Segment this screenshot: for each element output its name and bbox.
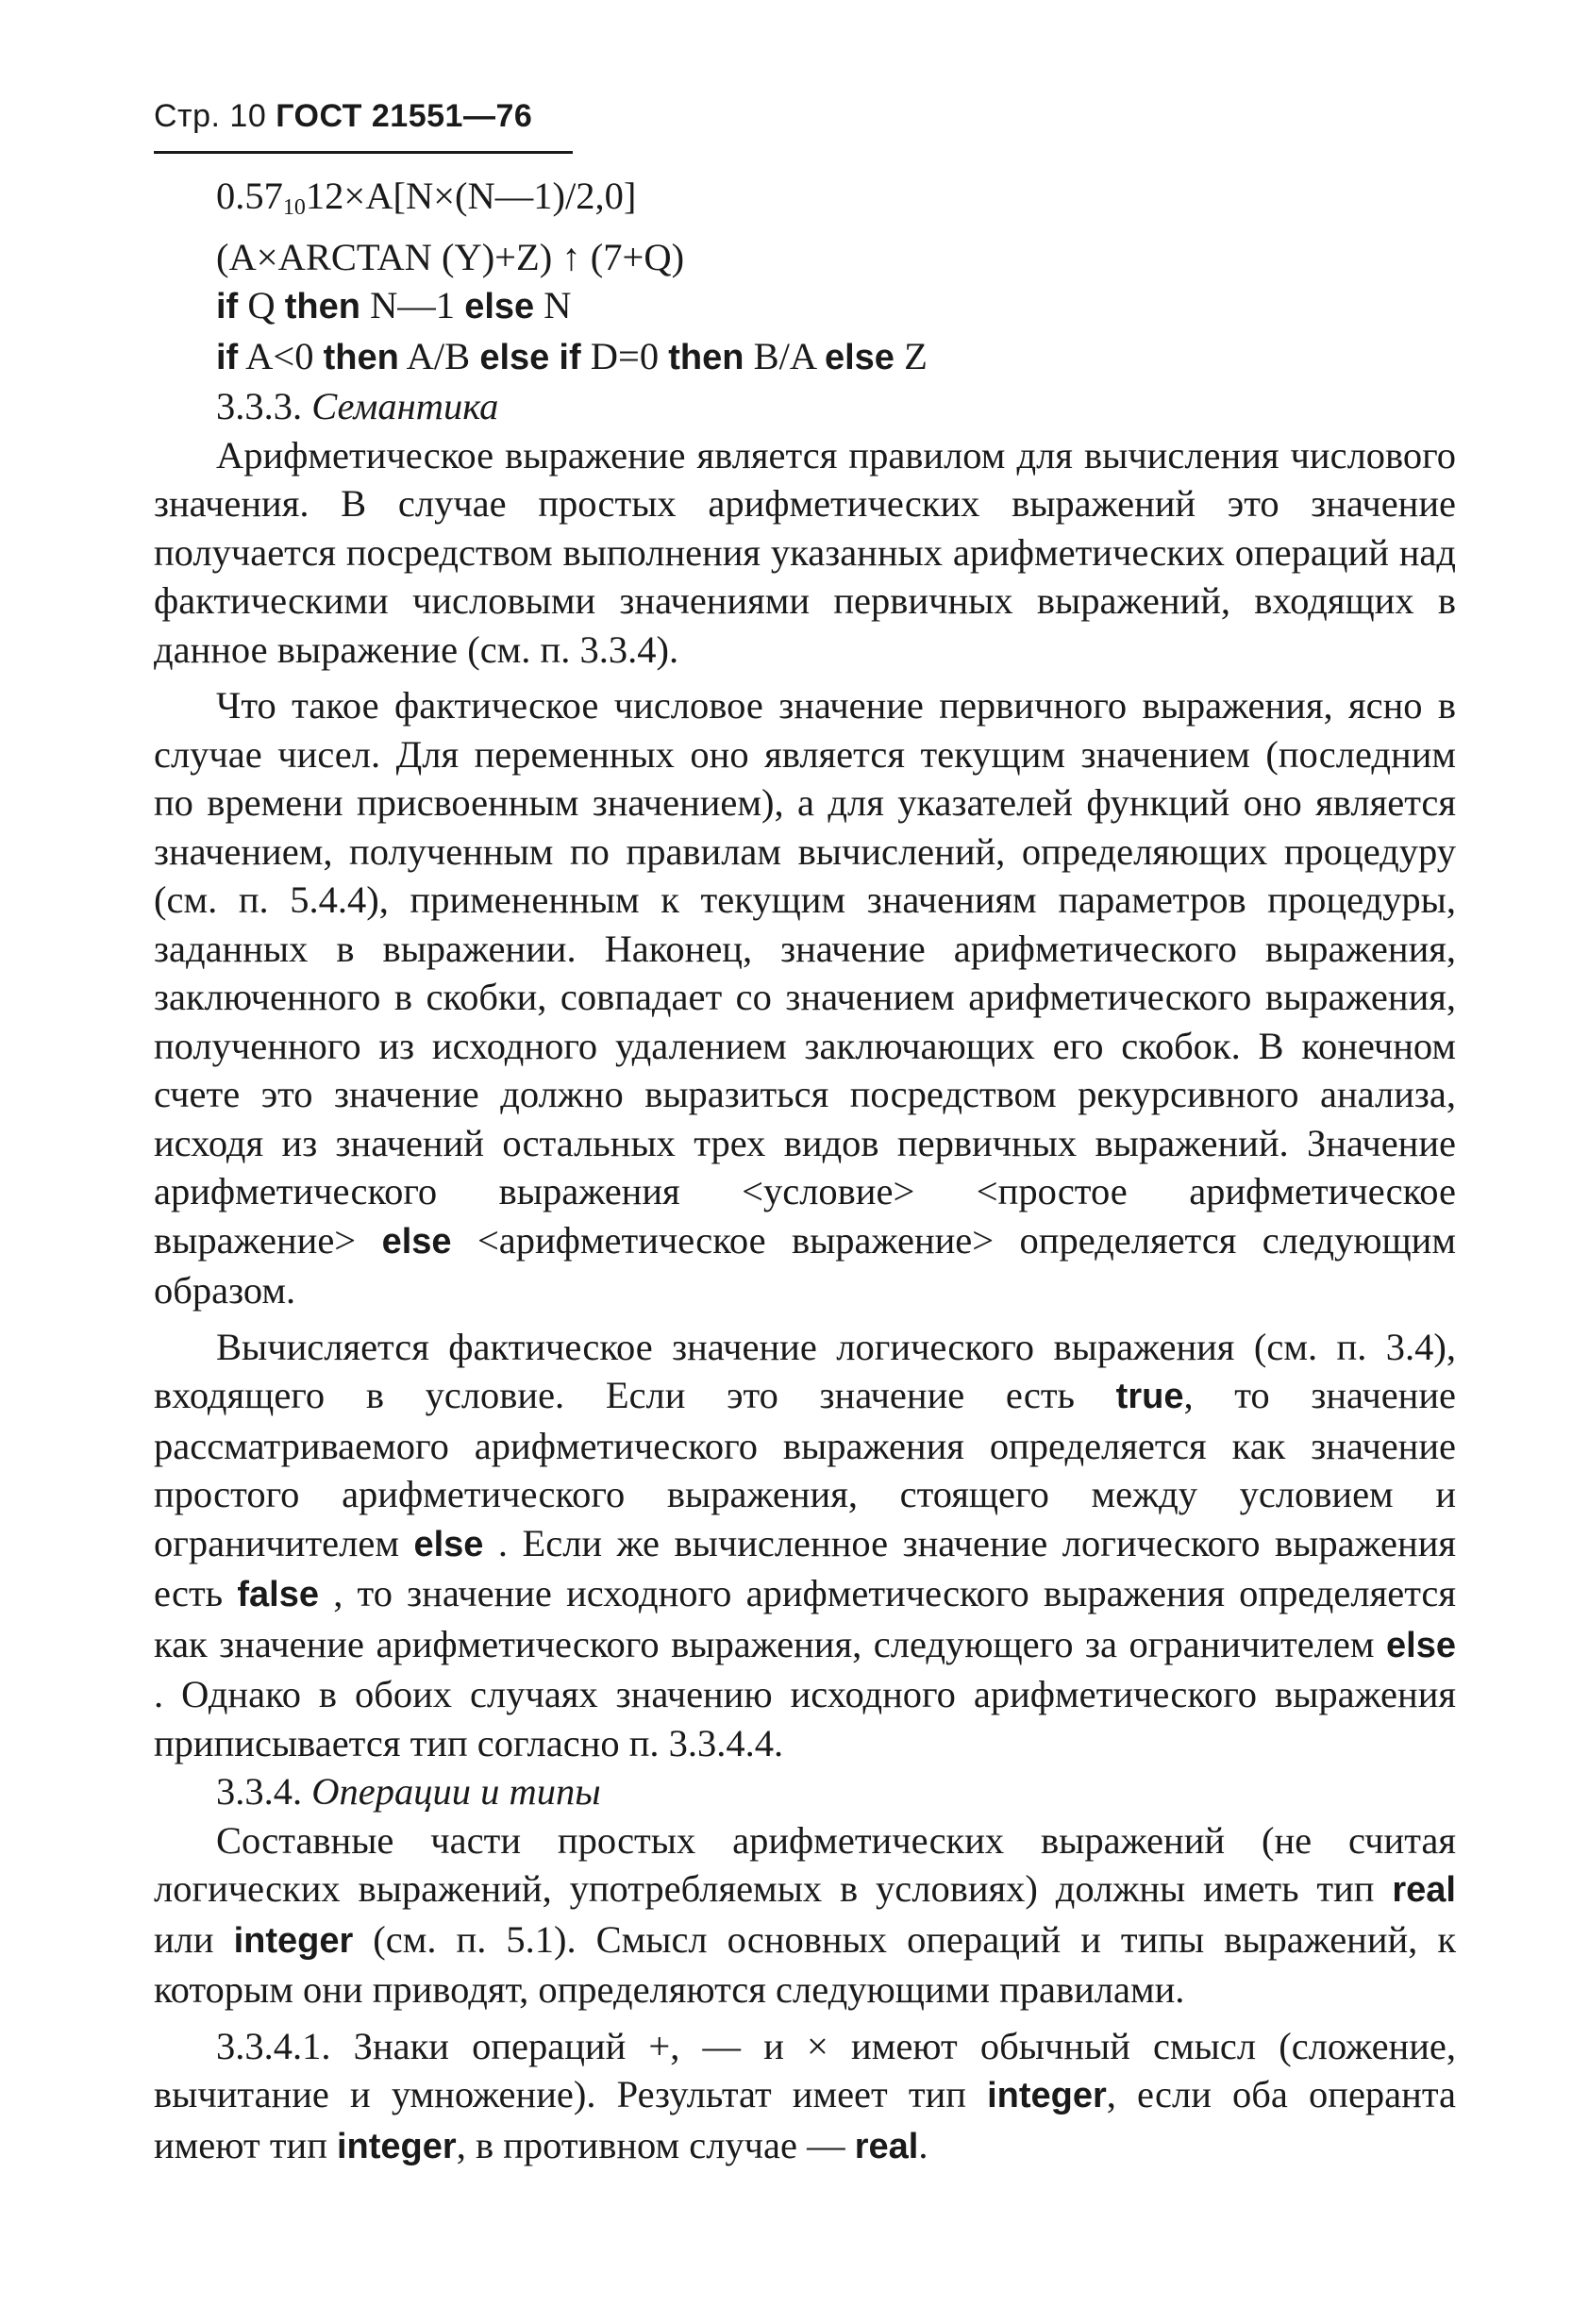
formula-line-3: if Q then N—1 else N <box>216 284 572 326</box>
standard-number: ГОСТ 21551—76 <box>276 98 533 134</box>
formula-line-4: if A<0 then A/B else if D=0 then B/A else Z <box>216 334 928 377</box>
formula-line-1: $0.57_{10}12\times A[N\times(N—1)/2,0]$ <box>216 175 637 220</box>
paragraph-3: Вычисляется фактическое значение логического выражения (см. п. 3.4), входящего в условие. Если это значение есть true, то значение рассматриваемого арифметического выражения определяется как значение простого арифметического выражения, стоящего между условием и ограничителем else . Если же вычисленное значение логического выражения есть false , то значение исходного арифметического выражения определяется как значение арифметического выражения, следующего за ограничителем else . Однако в обоих случаях значению исходного арифметического выражения приписывается тип согласно п. 3.3.4.4. <box>154 1325 1457 1764</box>
section-heading-333: 3.3.3. Семантика <box>216 385 499 427</box>
page-header <box>154 98 532 135</box>
page-content <box>154 172 1456 2171</box>
header-rule <box>154 151 573 154</box>
page-number: Стр. 10 <box>154 98 267 134</box>
paragraph-4: Составные части простых арифметических выражений (не считая логических выражений, употребляемых в условиях) должны иметь тип real или integer (см. п. 5.1). Смысл основных операций и типы выражений, к которым они приводят, определяются следующими правилами. <box>154 1818 1457 2011</box>
formula-line-2: (A×ARCTAN (Y)+Z) ↑ (7+Q) <box>216 235 685 278</box>
paragraph-2: Что такое фактическое числовое значение первичного выражения, ясно в случае чисел. Для переменных оно является текущим значением (последним по времени присвоенным значением), а для указателей функций оно является значением, полученным по правилам вычислений, определяющих процедуру (см. п. 5.4.4), примененным к текущим значениям параметров процедуры, заданных в выражении. Наконец, значение арифметического выражения, заключенного в скобки, совпадает со значением арифметического выражения, полученного из исходного удалением заключающих его скобок. В конечном счете это значение должно выразиться посредством рекурсивного анализа, исходя из значений остальных трех видов первичных выражений. Значение арифметического выражения <условие> <простое арифметическое выражение> else <арифметическое выражение> определяется следующим образом. <box>154 684 1456 1312</box>
section-heading-334: 3.3.4. Операции и типы <box>216 1770 601 1813</box>
paragraph-5: 3.3.4.1. Знаки операций +, — и × имеют обычный смысл (сложение, вычитание и умножение). Результат имеет тип integer, если оба операнта имеют тип integer, в противном случае — real. <box>154 2024 1456 2166</box>
paragraph-1: Арифметическое выражение является правилом для вычисления числового значения. В случае простых арифметических выражений это значение получается посредством выполнения указанных арифметических операций над фактическими числовыми значениями первичных выражений, входящих в данное выражение (см. п. 3.3.4). <box>154 433 1456 671</box>
